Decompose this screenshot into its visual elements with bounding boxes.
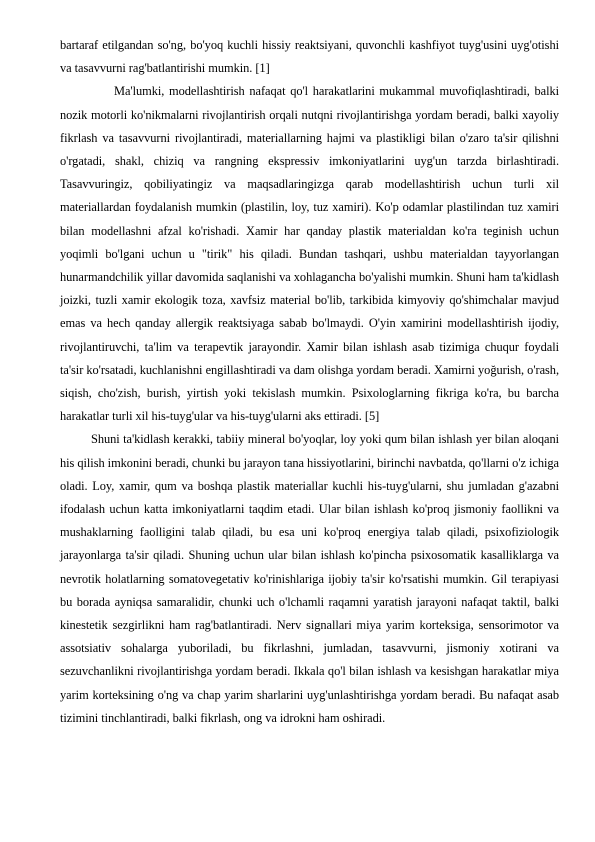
paragraph-materials: Shuni ta'kidlash kerakki, tabiiy mineral bo'yoqlar, loy yoki qum bilan ishlash yer bilan aloqani his qilish imkonini beradi, chunki bu jarayon tana hissiyotlarini, birinchi navbatda, qo'llarni o'z ichiga oladi. Loy, xamir, qum va boshqa plastik materiallar kuchli his-tuyg'ularni, shu jumladan g'azabni ifodalash uchun katta imkoniyatlarni taqdim etadi. Ular bilan ishlash ko'proq jismoniy faollikni va mushaklarning faolligini talab qiladi, bu esa uni ko'proq energiya talab qiladi, psixofiziologik jarayonlarga ta'sir qiladi. Shuning uchun ular bilan ishlash ko'pincha psixosomatik kasalliklarga va nevrotik holatlarning somatovegetativ ko'rinishlariga ijobiy ta'sir ko'rsatishi mumkin. Gil terapiyasi bu borada ayniqsa samaralidir, chunki uch o'lchamli raqamni yaratish jarayoni nafaqat taktil, balki kinestetik sezgirlikni ham rag'batlantiradi. Nerv signallari miya yarim korteksiga, sensorimotor va assotsiativ sohalarga yuboriladi, bu fikrlashni, jumladan, tasavvurni, jismoniy xotirani va sezuvchanlikni rivojlantirishga yordam beradi. Ikkala qo'l bilan ishlash va kesishgan harakatlar miya yarim korteksining o'ng va chap yarim sharlarini uyg'unlashtirishga yordam beradi. Bu nafaqat asab tizimini tinchlantiradi, balki fikrlash, ong va idrokni ham oshiradi. xyxy=(60,432,559,725)
paragraph-modelling: Ma'lumki, modellashtirish nafaqat qo'l harakatlarini mukammal muvofiqlashtiradi, balki nozik motorli ko'nikmalarni rivojlantirish orqali nutqni rivojlantirishga yordam beradi, balki xayoliy fikrlash va tasavvurni rivojlantiradi, materiallarning hajmi va plastikligi bilan o'zaro ta'sir qilishni o'rgatadi, shakl, chiziq va rangning ekspressiv imkoniyatlarini uyg'un tarzda birlashtiradi. Tasavvuringiz, qobiliyatingiz va maqsadlaringizga qarab modellashtirish uchun turli xil materiallardan foydalanish mumkin (plastilin, loy, tuz xamiri). Ko'p odamlar plastilindan tuz xamiri bilan modellashni afzal ko'rishadi. Xamir har qanday plastik materialdan ko'ra teginish uchun yoqimli bo'lgani uchun u "tirik" his qiladi. Bundan tashqari, ushbu materialdan tayyorlangan hunarmandchilik yillar davomida saqlanishi va xohlagancha bo'yalishi mumkin. Shuni ham ta'kidlash joizki, tuzli xamir ekologik toza, xavfsiz material bo'lib, tarkibida kimyoviy qo'shimchalar mavjud emas va hech qanday allergik reaktsiyaga sabab bo'lmaydi. O'yin xamirini modellashtirish ijodiy, rivojlantiruvchi, ta'lim va terapevtik jarayondir. Xamir bilan ishlash asab tizimiga chuqur foydali ta'sir ko'rsatadi, kuchlanishni engillashtiradi va dam olishga yordam beradi. Xamirni yoğurish, o'rash, siqish, cho'zish, burish, yirtish yoki tekislash mumkin. Psixologlarning fikriga ko'ra, bu barcha harakatlar turli xil his-tuyg'ular va his-tuyg'ularni aks ettiradi. [5] xyxy=(60,84,559,424)
document-body xyxy=(60,34,559,730)
paragraph-continuation: bartaraf etilgandan so'ng, bo'yoq kuchli hissiy reaktsiyani, quvonchli kashfiyot tuyg'usini uyg'otishi va tasavvurni rag'batlantirishi mumkin. [1] xyxy=(60,38,559,76)
